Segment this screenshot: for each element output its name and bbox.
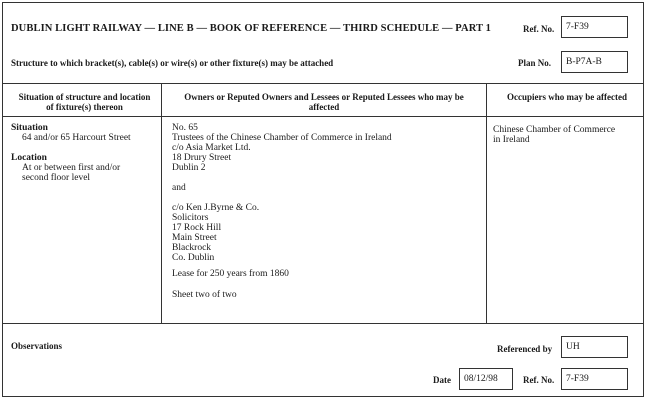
owner-and: and (172, 183, 186, 193)
owner-line: Solicitors (172, 213, 209, 223)
plan-no-label: Plan No. (518, 58, 552, 68)
owner-line: Trustees of the Chinese Chamber of Commerce in Ireland (172, 133, 392, 143)
document-title: DUBLIN LIGHT RAILWAY — LINE B — BOOK OF REFERENCE — THIRD SCHEDULE — PART 1 (11, 23, 492, 34)
rule-col1 (161, 83, 162, 323)
rule-column-headers (3, 116, 643, 117)
location-label: Location (11, 153, 47, 163)
occupier-line: Chinese Chamber of Commerce (493, 125, 616, 135)
occupier-line: in Ireland (493, 135, 530, 145)
owner-line: c/o Asia Market Ltd. (172, 143, 251, 153)
owner-line: Main Street (172, 233, 217, 243)
lease-text: Lease for 250 years from 1860 (172, 269, 289, 279)
owner-line: Blackrock (172, 243, 212, 253)
footer-ref-no-box: 7-F39 (561, 368, 628, 390)
owner-line: Co. Dublin (172, 253, 215, 263)
referenced-by-box: UH (561, 336, 628, 358)
owner-line: 17 Rock Hill (172, 223, 222, 233)
owner-line: c/o Ken J.Byrne & Co. (172, 203, 260, 213)
ref-no-label: Ref. No. (523, 24, 555, 34)
sheet-text: Sheet two of two (172, 290, 237, 300)
owner-line: Dublin 2 (172, 163, 206, 173)
rule-col2 (486, 83, 487, 323)
book-of-reference-form (2, 2, 644, 397)
footer-ref-no-label: Ref. No. (523, 375, 555, 385)
situation-label: Situation (11, 123, 48, 133)
location-line: second floor level (22, 173, 91, 183)
col-situation-header: Situation of structure and location of fixture(s) thereon (18, 92, 151, 112)
observations-label: Observations (11, 341, 63, 351)
date-label: Date (433, 375, 451, 385)
referenced-by-label: Referenced by (497, 344, 553, 354)
owner-line: No. 65 (172, 123, 198, 133)
owner-line: 18 Drury Street (172, 153, 232, 163)
structure-label: Structure to which bracket(s), cable(s) or wire(s) or other fixture(s) may be attached (11, 58, 334, 68)
situation-value: 64 and/or 65 Harcourt Street (22, 133, 131, 143)
location-line: At or between first and/or (22, 163, 121, 173)
date-box: 08/12/98 (459, 368, 513, 390)
ref-no-box: 7-F39 (561, 16, 628, 38)
rule-header (3, 83, 643, 84)
rule-observations (3, 323, 643, 324)
col-occupiers-header: Occupiers who may be affected (507, 92, 627, 102)
plan-no-box: B-P7A-B (561, 51, 628, 73)
col-owners-header: Owners or Reputed Owners and Lessees or Reputed Lessees who may be affected (184, 92, 464, 112)
